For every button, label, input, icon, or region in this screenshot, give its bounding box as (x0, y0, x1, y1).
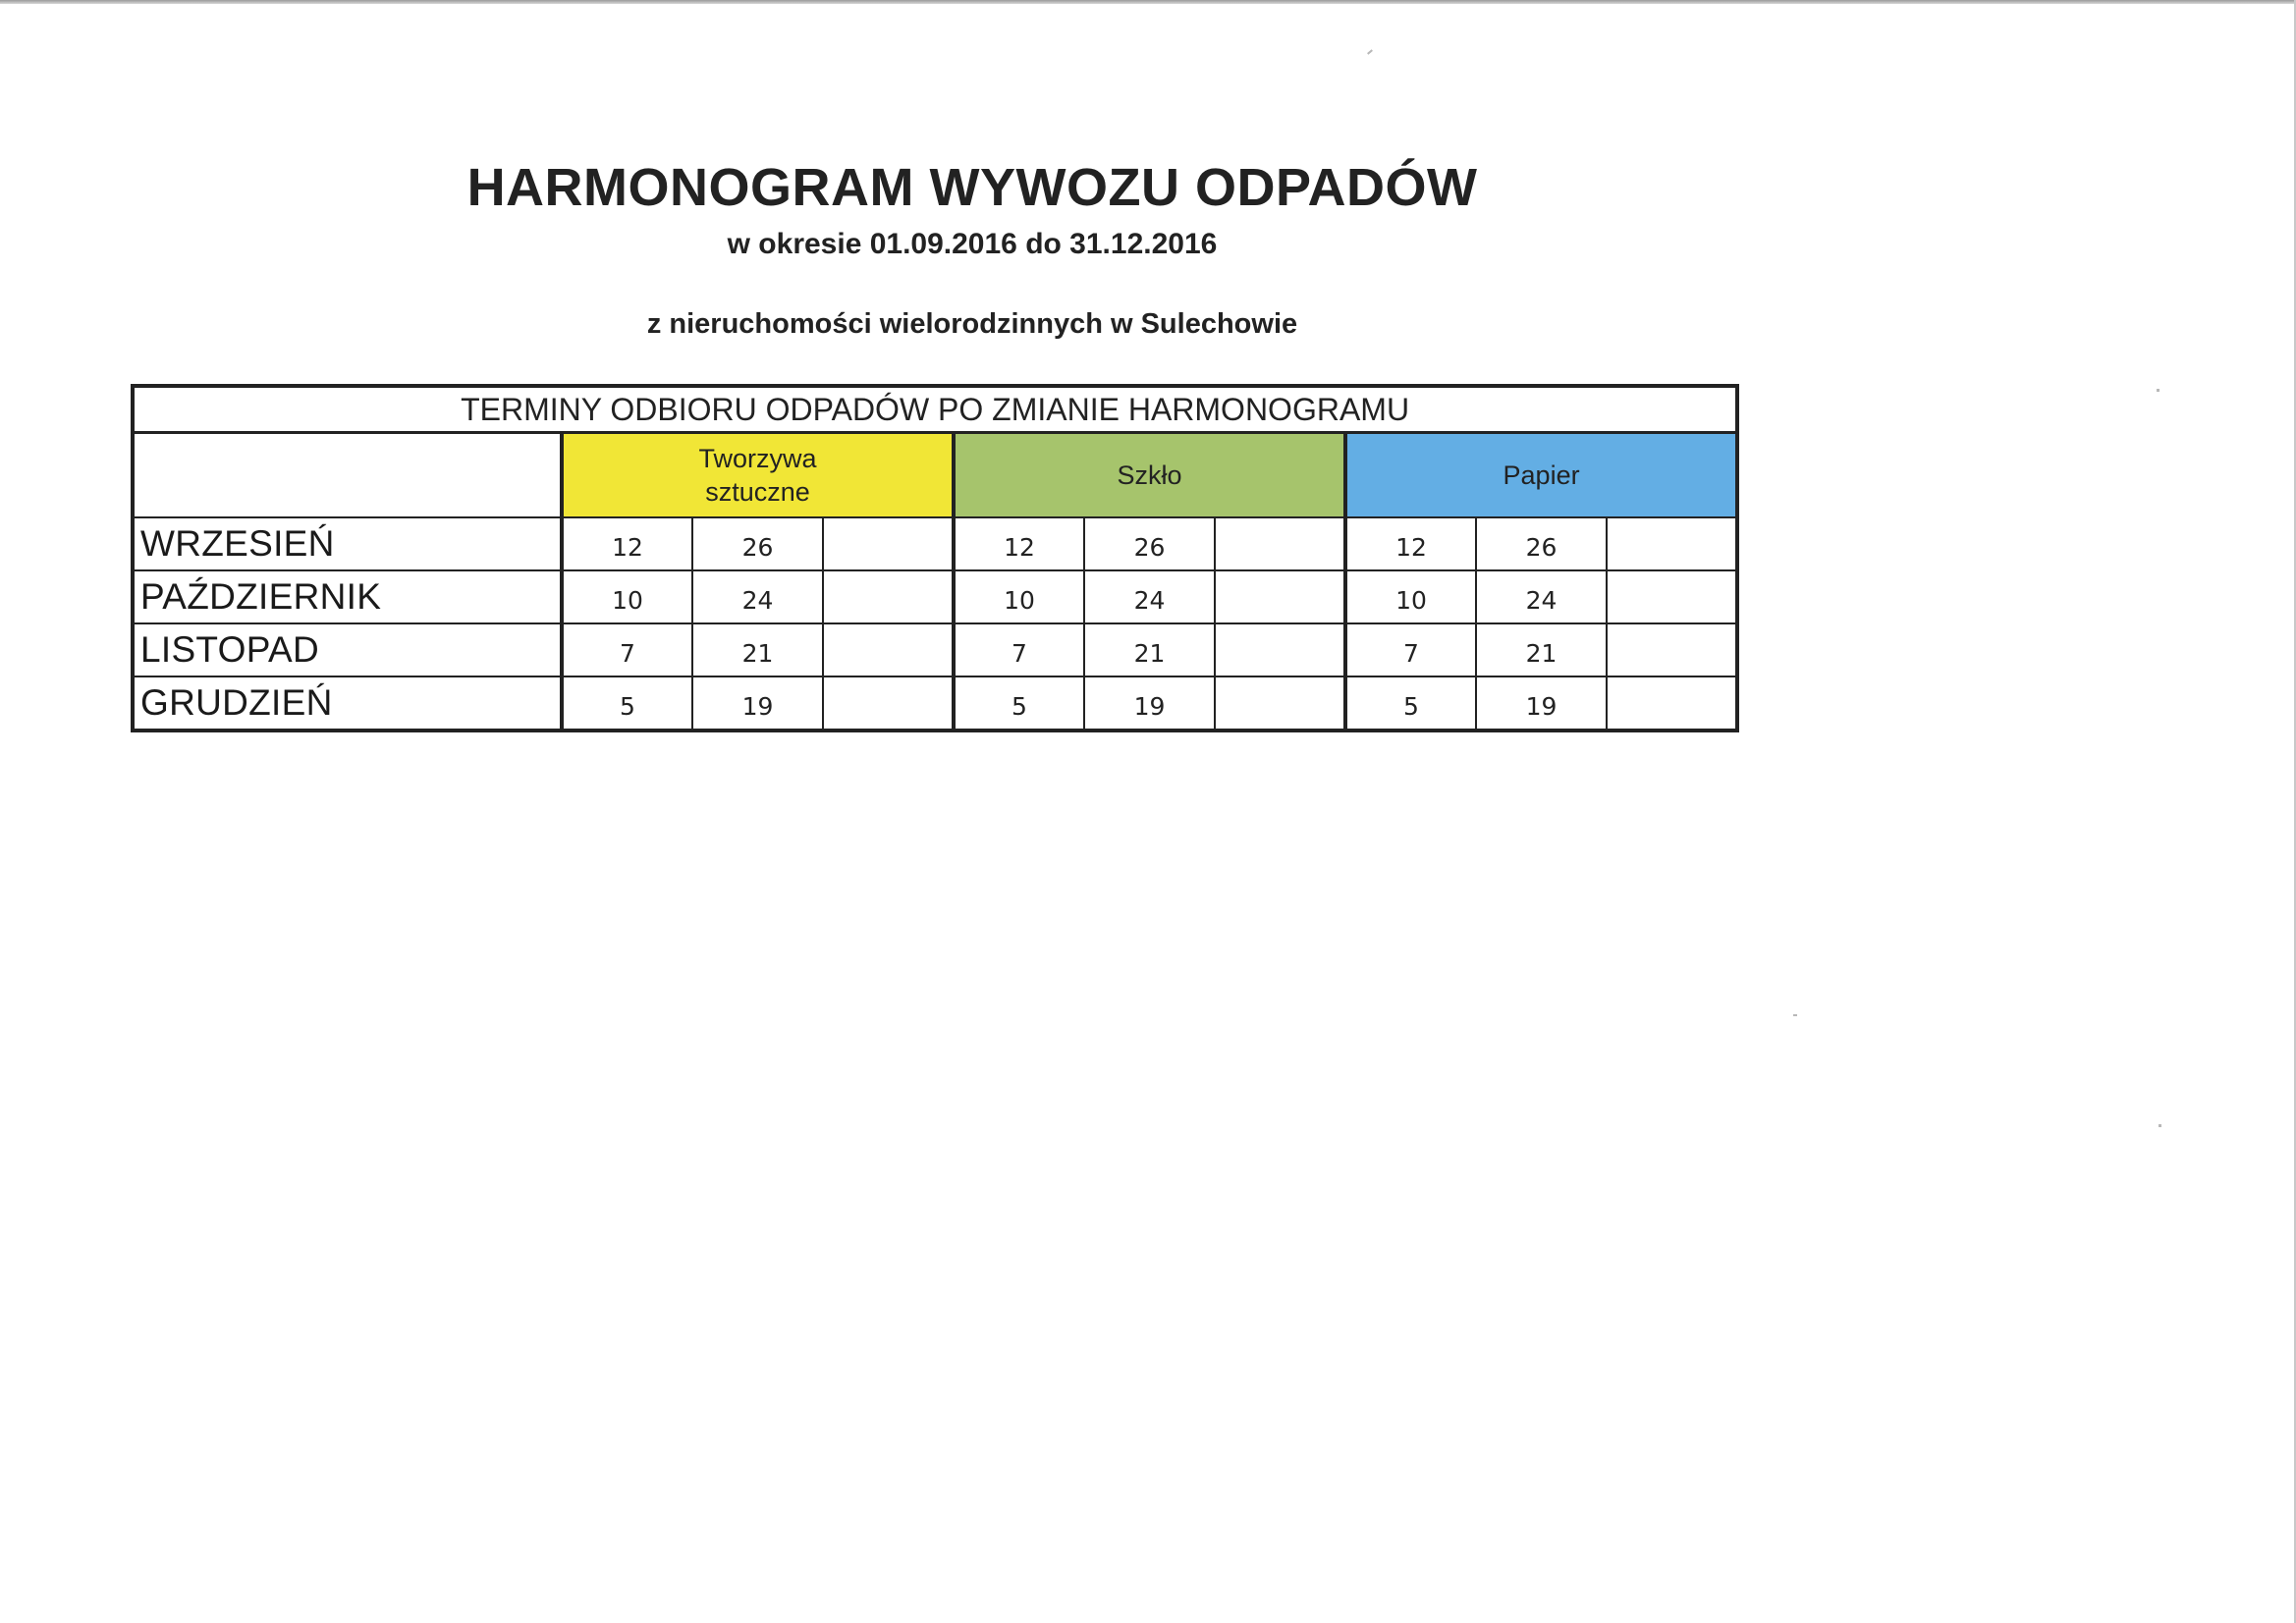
day-cell: 12 (954, 517, 1084, 570)
day-cell (1607, 570, 1737, 623)
table-row (133, 623, 1737, 676)
day-cell: 26 (1084, 517, 1215, 570)
day-cell: 26 (692, 517, 823, 570)
day-cell: 5 (954, 676, 1084, 730)
table-row (133, 676, 1737, 730)
table-header: TERMINY ODBIORU ODPADÓW PO ZMIANIE HARMONOGRAMU (133, 386, 1737, 433)
day-cell: 26 (1476, 517, 1607, 570)
day-cell: 21 (1476, 623, 1607, 676)
day-cell: 19 (1084, 676, 1215, 730)
day-cell: 10 (562, 570, 692, 623)
day-cell (823, 570, 954, 623)
category-szklo (954, 433, 1345, 518)
corner-cell (133, 433, 562, 518)
day-cell (1215, 517, 1345, 570)
month-label: WRZESIEŃ (133, 517, 562, 570)
day-cell: 24 (1084, 570, 1215, 623)
document-period: w okresie 01.09.2016 do 31.12.2016 (727, 228, 1218, 260)
scan-top-edge (0, 0, 2296, 4)
day-cell (823, 676, 954, 730)
scan-speck (1793, 1014, 1797, 1016)
scan-speck (2157, 389, 2159, 392)
month-label: GRUDZIEŃ (133, 676, 562, 730)
category-papier-label: Papier (1503, 460, 1580, 490)
day-cell: 19 (692, 676, 823, 730)
day-cell: 21 (692, 623, 823, 676)
day-cell (1215, 570, 1345, 623)
day-cell (1607, 676, 1737, 730)
day-cell: 10 (954, 570, 1084, 623)
document-scope: z nieruchomości wielorodzinnych w Sulechowie (646, 308, 1298, 340)
day-cell (1215, 676, 1345, 730)
day-cell (1215, 623, 1345, 676)
category-papier (1345, 433, 1737, 518)
day-cell: 10 (1345, 570, 1476, 623)
category-row (133, 433, 1737, 518)
day-cell: 5 (1345, 676, 1476, 730)
category-tworzywa-line2: sztuczne (705, 477, 810, 507)
day-cell: 21 (1084, 623, 1215, 676)
day-cell: 7 (954, 623, 1084, 676)
day-cell: 24 (1476, 570, 1607, 623)
schedule-table (131, 384, 1739, 732)
day-cell (823, 517, 954, 570)
document-title: HARMONOGRAM WYWOZU ODPADÓW (466, 158, 1478, 217)
day-cell: 19 (1476, 676, 1607, 730)
category-szklo-label: Szkło (1117, 460, 1182, 490)
day-cell (1607, 517, 1737, 570)
day-cell: 12 (1345, 517, 1476, 570)
month-label: LISTOPAD (133, 623, 562, 676)
day-cell: 12 (562, 517, 692, 570)
category-tworzywa-line1: Tworzywa (698, 444, 817, 473)
month-label: PAŹDZIERNIK (133, 570, 562, 623)
table-header-row (133, 386, 1737, 433)
day-cell: 7 (562, 623, 692, 676)
day-cell (823, 623, 954, 676)
day-cell: 24 (692, 570, 823, 623)
table-row (133, 570, 1737, 623)
table-row (133, 517, 1737, 570)
category-tworzywa (562, 433, 954, 518)
scan-speck (2159, 1124, 2161, 1127)
day-cell: 7 (1345, 623, 1476, 676)
scan-speck (1367, 49, 1373, 54)
day-cell: 5 (562, 676, 692, 730)
day-cell (1607, 623, 1737, 676)
